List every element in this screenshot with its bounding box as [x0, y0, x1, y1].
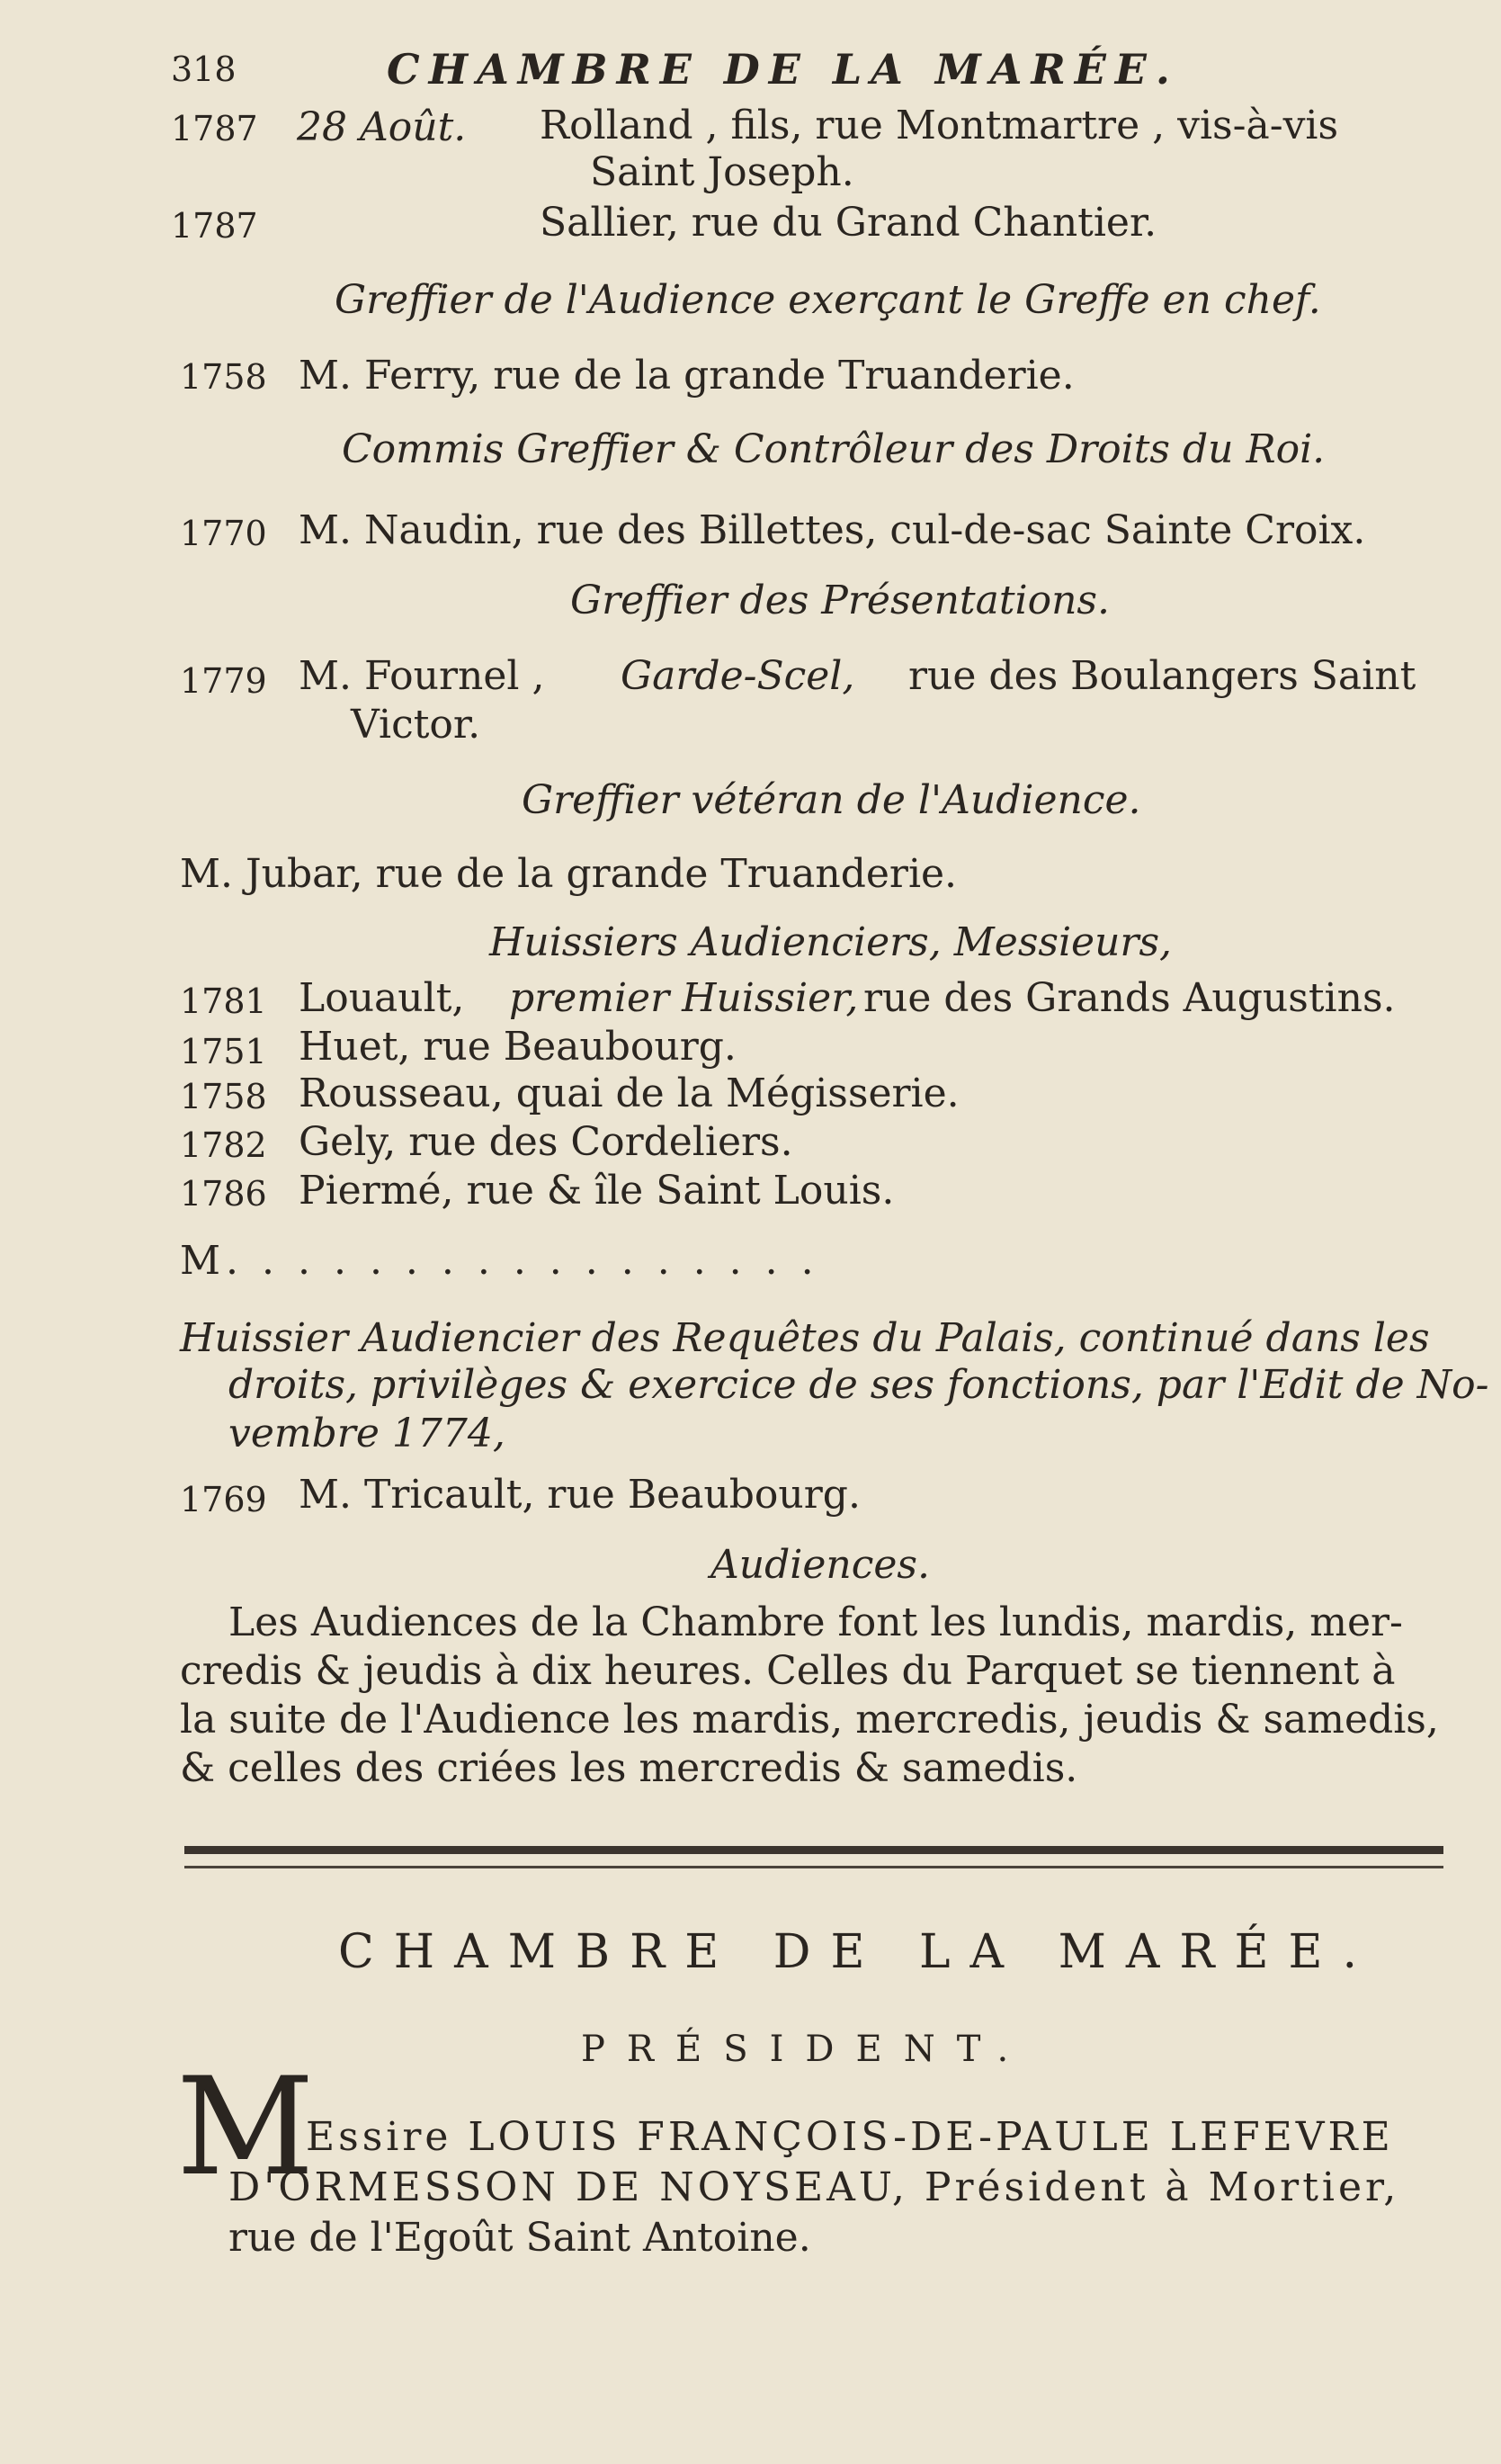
section-heading: Audiences.: [710, 1542, 930, 1588]
section-divider-thin: [184, 1866, 1443, 1868]
entry-year: 1787: [171, 109, 258, 148]
entry-text: M. Naudin, rue des Billettes, cul-de-sac Sainte Croix.: [299, 507, 1366, 553]
entry-address: rue des Boulangers Saint: [908, 653, 1416, 699]
paragraph-line: credis & jeudis à dix heures. Celles du Parquet se tiennent à: [180, 1648, 1396, 1694]
section-heading: Greffier des Présentations.: [570, 578, 1110, 623]
entry-text: Sallier, rue du Grand Chantier.: [540, 200, 1157, 246]
entry-year: 1781: [180, 981, 267, 1021]
entry-year: 1758: [180, 357, 267, 397]
section-heading: Huissiers Audienciers, Messieurs,: [489, 919, 1173, 965]
entry-role: premier Huissier,: [509, 975, 859, 1021]
paragraph-line: Les Audiences de la Chambre font les lundis, mardis, mer-: [228, 1599, 1403, 1645]
paragraph-line: D'ORMESSON DE NOYSEAU, Président à Mortier,: [228, 2164, 1400, 2210]
section-heading: Greffier vétéran de l'Audience.: [522, 777, 1141, 823]
vacant-entry: M. . . . . . . . . . . . . . . . .: [180, 1238, 819, 1284]
entry-year: 1779: [180, 661, 267, 701]
entry-text: Rolland , fils, rue Montmartre , vis-à-vis: [540, 103, 1339, 148]
entry-text: M. Ferry, rue de la grande Truanderie.: [299, 353, 1075, 399]
section-heading: Greffier de l'Audience exerçant le Greffe en chef.: [335, 277, 1321, 323]
running-title: CHAMBRE DE LA MARÉE.: [387, 45, 1179, 94]
entry-text: M. Tricault, rue Beaubourg.: [299, 1472, 861, 1518]
entry-text: Rousseau, quai de la Mégisserie.: [299, 1071, 960, 1116]
paragraph-line: la suite de l'Audience les mardis, mercredis, jeudis & samedis,: [180, 1697, 1439, 1743]
entry-text: Gely, rue des Cordeliers.: [299, 1119, 793, 1165]
entry-year: 1770: [180, 514, 267, 553]
entry-text: Piermé, rue & île Saint Louis.: [299, 1168, 895, 1214]
subsection-title: PRÉSIDENT.: [581, 2029, 1031, 2070]
entry-year: 1769: [180, 1480, 267, 1519]
paragraph-line: droits, privilèges & exercice de ses fonctions, par l'Edit de No-: [228, 1362, 1489, 1408]
entry-year: 1787: [171, 206, 258, 246]
entry-year: 1751: [180, 1032, 267, 1071]
drop-cap: M: [176, 2049, 315, 2206]
paragraph-line: vembre 1774,: [228, 1411, 505, 1456]
entry-year: 1786: [180, 1174, 267, 1214]
entry-year: 1782: [180, 1125, 267, 1165]
entry-continuation: Saint Joseph.: [590, 149, 854, 195]
section-title: CHAMBRE DE LA MARÉE.: [338, 1925, 1377, 1979]
section-divider-thick: [184, 1846, 1443, 1854]
entry-date: 28 Août.: [297, 104, 467, 150]
entry-text: M. Fournel ,: [299, 653, 545, 699]
paragraph-line: & celles des criées les mercredis & samedis.: [180, 1745, 1078, 1791]
paragraph-line: Huissier Audiencier des Requêtes du Palais, continué dans les: [180, 1315, 1430, 1361]
paragraph-line: rue de l'Egoût Saint Antoine.: [228, 2215, 811, 2261]
entry-continuation: Victor.: [351, 702, 481, 748]
entry-title: Garde-Scel,: [621, 653, 855, 699]
section-heading: Commis Greffier & Contrôleur des Droits du Roi.: [342, 426, 1326, 472]
page-number: 318: [171, 49, 237, 89]
entry-address: rue des Grands Augustins.: [863, 975, 1396, 1021]
entry-year: 1758: [180, 1077, 267, 1116]
paragraph-line: Essire LOUIS FRANÇOIS-DE-PAULE LEFEVRE: [306, 2114, 1394, 2160]
entry-text: Louault,: [299, 975, 465, 1021]
entry-text: M. Jubar, rue de la grande Truanderie.: [180, 851, 958, 897]
entry-text: Huet, rue Beaubourg.: [299, 1024, 737, 1070]
